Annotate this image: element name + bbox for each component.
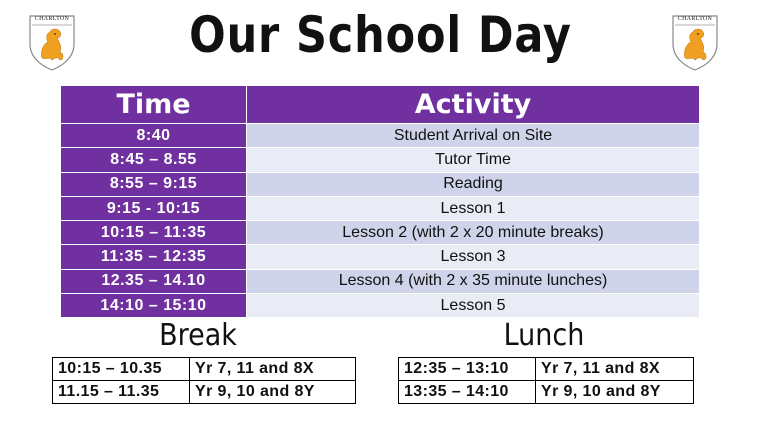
break-time: 10:15 – 10.35: [53, 358, 190, 381]
row-activity: Lesson 3: [247, 245, 700, 269]
row-time: 14:10 – 15:10: [61, 294, 247, 318]
table-row: [399, 381, 694, 404]
row-time: 10:15 – 11:35: [61, 221, 247, 245]
row-activity: Lesson 2 (with 2 x 20 minute breaks): [247, 221, 700, 245]
page-title: Our School Day: [189, 6, 572, 64]
row-time: 8:45 – 8.55: [61, 148, 247, 172]
break-table: [52, 357, 356, 404]
table-row: [61, 221, 700, 245]
break-years: Yr 9, 10 and 8Y: [190, 381, 356, 404]
lunch-years: Yr 9, 10 and 8Y: [536, 381, 694, 404]
break-title: Break: [159, 318, 237, 353]
break-years: Yr 7, 11 and 8X: [190, 358, 356, 381]
table-row: [61, 172, 700, 196]
lunch-time: 13:35 – 14:10: [399, 381, 536, 404]
row-time: 12.35 – 14.10: [61, 269, 247, 293]
header-time: Time: [61, 86, 247, 124]
lunch-table: [398, 357, 694, 404]
table-row: [61, 269, 700, 293]
table-row: [61, 196, 700, 220]
row-activity: Lesson 4 (with 2 x 35 minute lunches): [247, 269, 700, 293]
table-row: [61, 124, 700, 148]
lunch-title: Lunch: [503, 318, 585, 353]
row-activity: Tutor Time: [247, 148, 700, 172]
row-time: 8:55 – 9:15: [61, 172, 247, 196]
row-activity: Student Arrival on Site: [247, 124, 700, 148]
schedule-header-row: [61, 86, 700, 124]
row-time: 11:35 – 12:35: [61, 245, 247, 269]
schedule-table: [60, 85, 700, 318]
row-time: 9:15 - 10:15: [61, 196, 247, 220]
row-activity: Reading: [247, 172, 700, 196]
lunch-years: Yr 7, 11 and 8X: [536, 358, 694, 381]
table-row: [53, 381, 356, 404]
table-row: [53, 358, 356, 381]
row-time: 8:40: [61, 124, 247, 148]
row-activity: Lesson 1: [247, 196, 700, 220]
crest-label: CHARLTON: [677, 16, 713, 22]
table-row: [61, 245, 700, 269]
table-row: [61, 148, 700, 172]
table-row: [61, 294, 700, 318]
row-activity: Lesson 5: [247, 294, 700, 318]
header-activity: Activity: [247, 86, 700, 124]
break-time: 11.15 – 11.35: [53, 381, 190, 404]
crest-label: CHARLTON: [34, 16, 70, 22]
table-row: [399, 358, 694, 381]
lunch-time: 12:35 – 13:10: [399, 358, 536, 381]
